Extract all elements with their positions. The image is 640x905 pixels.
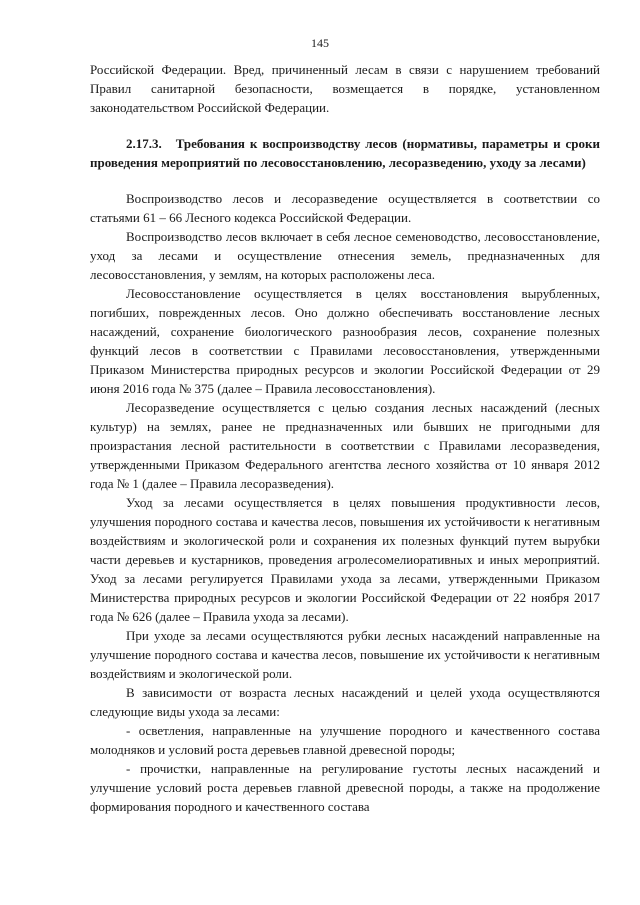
paragraph-reforestation: Лесовосстановление осуществляется в целях восстановления вырубленных, погибших, поврежденных лесов. Оно должно обеспечивать восстановление лесных насаждений, сохранение биологического разнообразия лесов, сохранение полезных функций лесов в соответствии с Правилами лесовосстановления, утвержденными Приказом Министерства природных ресурсов и экологии Российской Федерации от 29 июня 2016 года № 375 (далее – Правила лесовосстановления).	[90, 286, 600, 396]
paragraph-forest-care: Уход за лесами осуществляется в целях повышения продуктивности лесов, улучшения породного состава и качества лесов, повышения их устойчивости к негативным воздействиям и экологической роли и сохранения их полезных функций путем вырубки части деревьев и кустарников, проведения агролесомелиоративных и иных мероприятий. Уход за лесами регулируется Правилами ухода за лесами, утвержденными Приказом Министерства природных ресурсов и экологии Российской Федерации от 22 ноября 2017 года № 626 (далее – Правила ухода за лесами).	[90, 495, 600, 624]
section-number: 2.17.3.	[126, 136, 162, 151]
document-body	[90, 60, 600, 816]
list-item-clearing: - осветления, направленные на улучшение породного и качественного состава молодняков и условий роста деревьев главной древесной породы;	[90, 723, 600, 757]
paragraph-care-types-intro: В зависимости от возраста лесных насаждений и целей ухода осуществляются следующие виды ухода за лесами:	[90, 685, 600, 719]
paragraph-care-felling: При уходе за лесами осуществляются рубки лесных насаждений направленные на улучшение породного состава и качества лесов, повышение их устойчивости к негативным воздействиям и экологической роли.	[90, 628, 600, 681]
section-title: Требования к воспроизводству лесов (нормативы, параметры и сроки проведения мероприятий по лесовосстановлению, лесоразведению, уходу за лесами)	[90, 136, 600, 170]
paragraph-afforestation: Лесоразведение осуществляется с целью создания лесных насаждений (лесных культур) на землях, ранее не предназначенных или бывших не пригодными для произрастания лесной растительности в соответствии с Правилами лесоразведения, утвержденными Приказом Федерального агентства лесного хозяйства от 10 января 2012 года № 1 (далее – Правила лесоразведения).	[90, 400, 600, 491]
page-number: 145	[311, 36, 329, 50]
paragraph-reproduction: Воспроизводство лесов и лесоразведение осуществляется в соответствии со статьями 61 – 66 Лесного кодекса Российской Федерации.	[90, 191, 600, 225]
list-item-cleaning: - прочистки, направленные на регулирование густоты лесных насаждений и улучшение условий роста деревьев главной древесной породы, а также на продолжение формирования породного и качественного состава	[90, 761, 600, 814]
intro-paragraph: Российской Федерации. Вред, причиненный лесам в связи с нарушением требований Правил санитарной безопасности, возмещается в порядке, установленном законодательством Российской Федерации.	[90, 62, 600, 115]
paragraph-reproduction-scope: Воспроизводство лесов включает в себя лесное семеноводство, лесовосстановление, уход за лесами и осуществление отнесения земель, предназначенных для лесовосстановления, у землям, на которых расположены леса.	[90, 229, 600, 282]
section-heading	[90, 134, 600, 172]
